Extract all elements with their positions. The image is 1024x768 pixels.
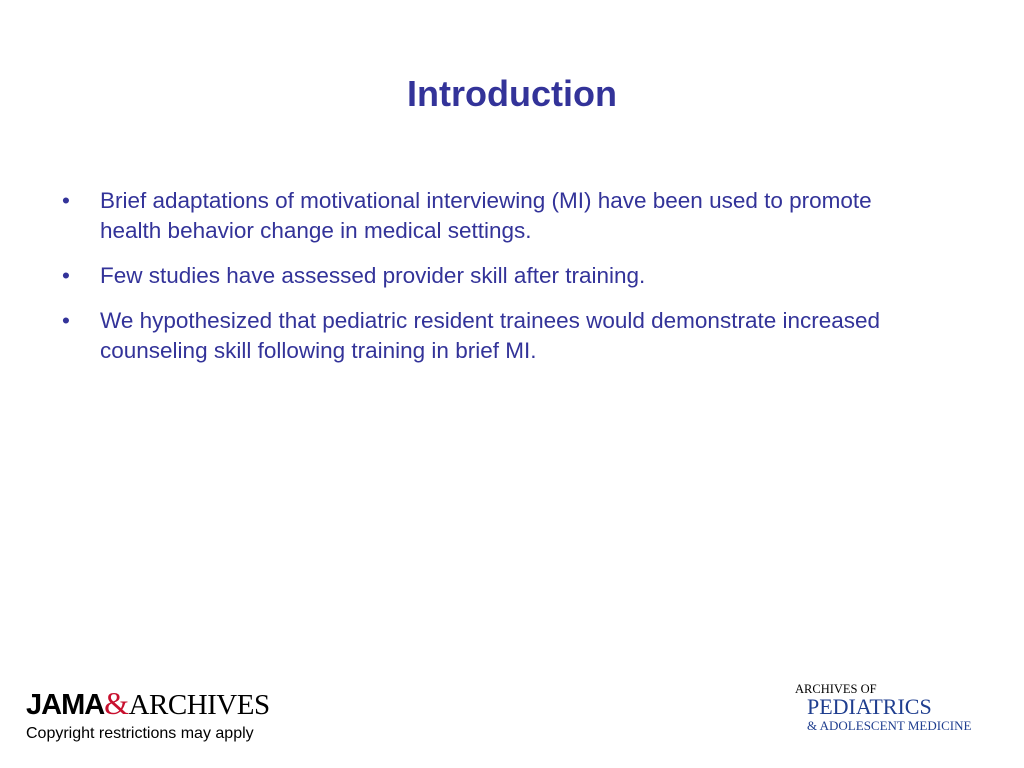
logo-archives-text: ARCHIVES — [128, 689, 270, 721]
bullet-text: We hypothesized that pediatric resident trainees would demonstrate increased counseling skill following training in brief MI. — [100, 308, 881, 363]
logo-jama-text: JAMA — [26, 689, 105, 721]
bullet-text: Brief adaptations of motivational interviewing (MI) have been used to promote health behavior change in medical settings. — [100, 188, 872, 243]
bullet-item — [55, 306, 915, 366]
bullet-list — [55, 186, 915, 381]
jama-archives-logo — [26, 686, 326, 722]
copyright-notice: Copyright restrictions may apply — [26, 725, 254, 742]
journal-logo-line2: PEDIATRICS — [807, 694, 932, 719]
slide-title: Introduction — [407, 73, 617, 114]
bullet-icon: • — [62, 308, 70, 333]
bullet-item — [55, 261, 915, 291]
bullet-text: Few studies have assessed provider skill after training. — [100, 263, 646, 288]
journal-logo-line3: & ADOLESCENT MEDICINE — [807, 718, 972, 733]
bullet-icon: • — [62, 263, 70, 288]
footer-left — [26, 686, 326, 744]
bullet-icon: • — [62, 188, 70, 213]
bullet-item — [55, 186, 915, 246]
journal-logo-line1: ARCHIVES OF — [795, 682, 877, 696]
journal-logo — [795, 682, 1015, 733]
logo-ampersand: & — [104, 685, 129, 721]
